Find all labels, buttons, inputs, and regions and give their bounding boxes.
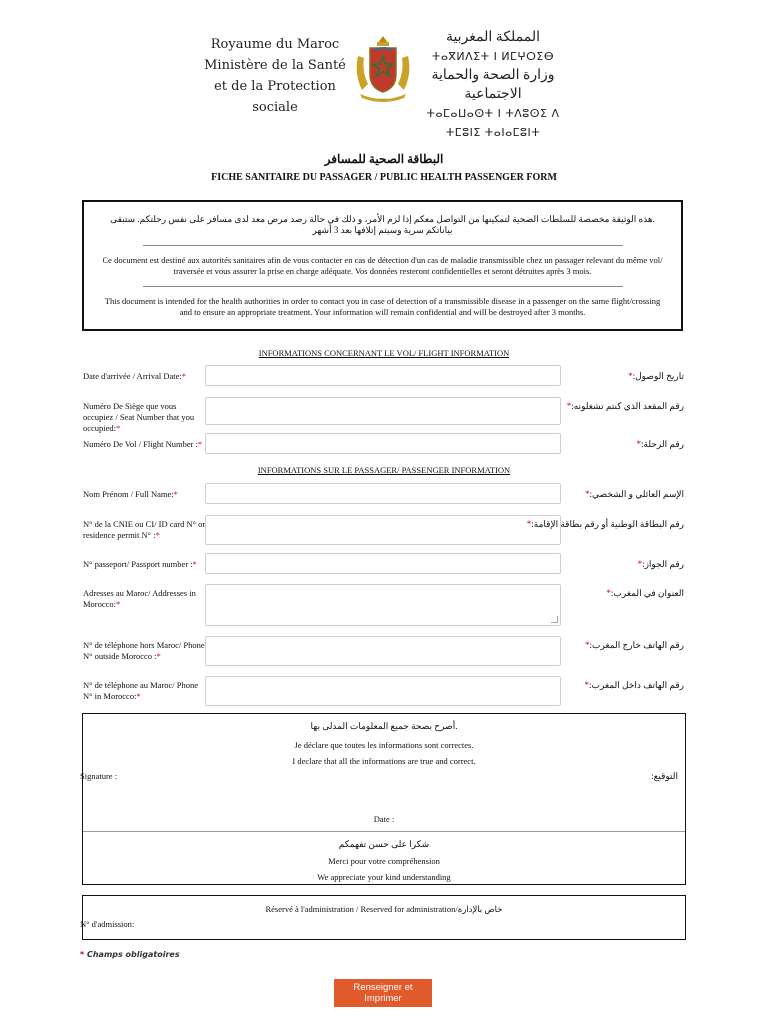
arrival-date-input[interactable] [205,365,561,386]
ministry-name-fr [200,34,350,118]
phone-morocco-label-ar: رقم الهاتف داخل المغرب:* [584,680,684,690]
notice-text-en: This document is intended for the health authorities in order to contact you in case of detection of a transmissible disease in a passenger on the same flight/crossing and to ensure an appropriate treatment. Your information will remain confidential and will be destroyed after 3 months. [104,296,661,317]
form-title-ar: البطاقة الصحية للمسافر [324,152,444,166]
ministry-label-tifinagh: ⵜⴰⵎⴰⵡⴰⵙⵜ ⵏ ⵜⴷⵓⵙⵉ ⴷ ⵜⵎⵓⵏⵉ ⵜⴰⵏⴰⵎⵓⵏⵜ [426,107,560,139]
id-card-label-ar: رقم البطاقة الوطنية أو رقم بطاقة الإقامة:* [526,519,684,529]
flight-number-label: Numéro De Vol / Flight Number :* [83,439,203,449]
thanks-text-en: We appreciate your kind understanding [317,872,451,882]
declaration-box [82,713,686,885]
ministry-label-2: et de la Protection sociale [214,79,336,115]
fill-and-print-button[interactable]: Renseigner et Imprimer [334,979,432,1007]
id-card-input[interactable] [205,515,561,545]
address-label: Adresses au Maroc/ Addresses in Morocco:* [83,588,196,609]
thanks-text-ar: شكرا على حسن تفهمكم [338,839,430,849]
kingdom-label-tifinagh: ⵜⴰⴳⵍⴷⵉⵜ ⵏ ⵍⵎⵖⵔⵉⴱ [431,50,555,63]
flight-number-label-ar: رقم الرحلة:* [636,439,684,449]
flight-section-title: INFORMATIONS CONCERNANT LE VOL/ FLIGHT INFORMATION [258,348,510,358]
ministry-label-ar: وزارة الصحة والحماية الاجتماعية [431,68,555,102]
full-name-input[interactable] [205,483,561,504]
divider [143,245,623,246]
passport-label: N° passeport/ Passport number :* [83,559,197,569]
flight-number-input[interactable] [205,433,561,454]
seat-number-label-ar: رقم المقعد الذي كنتم تشغلونه:* [566,401,684,411]
arrival-date-label-ar: تاريخ الوصول:* [628,371,684,381]
thanks-text-fr: Merci pour votre compréhension [328,856,440,866]
divider [83,831,685,832]
svg-text:• • • •: • • • • [379,97,387,101]
page-header [0,20,768,139]
admin-box [82,895,686,940]
phone-morocco-label: N° de téléphone au Maroc/ Phone N° in Morocco:* [83,680,199,701]
declaration-text-ar: .أصرح بصحة جميع المعلومات المدلى بها [310,721,458,731]
full-name-label: Nom Prénom / Full Name:* [83,489,178,499]
phone-outside-label: N° de téléphone hors Maroc/ Phone N° outside Morocco :* [83,640,205,661]
mandatory-fields-note: * Champs obligatoires [80,950,180,959]
passenger-section-title: INFORMATIONS SUR LE PASSAGER/ PASSENGER INFORMATION [257,465,511,475]
full-name-label-ar: الإسم العائلي و الشخصي:* [585,489,684,499]
seat-number-label: Numéro De Siège que vous occupiez / Seat Number that you occupied:* [83,401,195,433]
coat-of-arms-icon [352,34,414,104]
passport-input[interactable] [205,553,561,574]
seat-number-input[interactable] [205,397,561,425]
phone-outside-input[interactable] [205,636,561,666]
kingdom-label-ar: المملكة المغربية [445,30,541,45]
declaration-text-fr: Je déclare que toutes les informations sont correctes. [294,740,474,750]
privacy-notice [82,200,683,331]
phone-outside-label-ar: رقم الهاتف خارج المغرب:* [584,640,684,650]
passport-label-ar: رقم الجواز:* [637,559,684,569]
notice-text-fr: Ce document est destiné aux autorités sanitaires afin de vous contacter en cas de détection d'un cas de maladie transmissible chez un passager relevant du même vol/ traversée et vous assurer la prise en charge adéquate. Vos données resteront confidentielles et seront détruites après 3 mois. [102,255,663,276]
form-title: FICHE SANITAIRE DU PASSAGER / PUBLIC HEALTH PASSENGER FORM [211,172,557,183]
declaration-text-en: I declare that all the informations are true and correct. [292,756,476,766]
address-textarea[interactable] [205,584,561,626]
notice-text-ar: .هذه الوثيقة مخصصة للسلطات الصحية لتمكينها من التواصل معكم إذا لزم الأمر، و ذلك في حالة رصد مرض معد لدى مسافر على نفس رحلتكم. ستبقى بياناتكم سرية وسيتم إتلافها بعد 3 أشهر [110,214,655,235]
arrival-date-label: Date d'arrivée / Arrival Date:* [83,371,187,381]
signature-label: Signature : [80,771,118,781]
address-label-ar: العنوان في المغرب:* [606,588,684,598]
divider [143,286,623,287]
date-label: Date : [373,814,395,824]
signature-label-ar: التوقيع: [651,771,678,781]
ministry-name-ar [418,28,568,142]
id-card-label: N° de la CNIE ou CI/ ID card N° or residence permit N° :* [83,519,206,540]
kingdom-label: Royaume du Maroc [210,37,340,52]
ministry-label: Ministère de la Santé [204,58,346,73]
admin-title: Réservé à l'administration / Reserved for administration/خاص بالإدارة [265,904,503,914]
admission-number-label: N° d'admission: [80,919,135,929]
phone-morocco-input[interactable] [205,676,561,706]
